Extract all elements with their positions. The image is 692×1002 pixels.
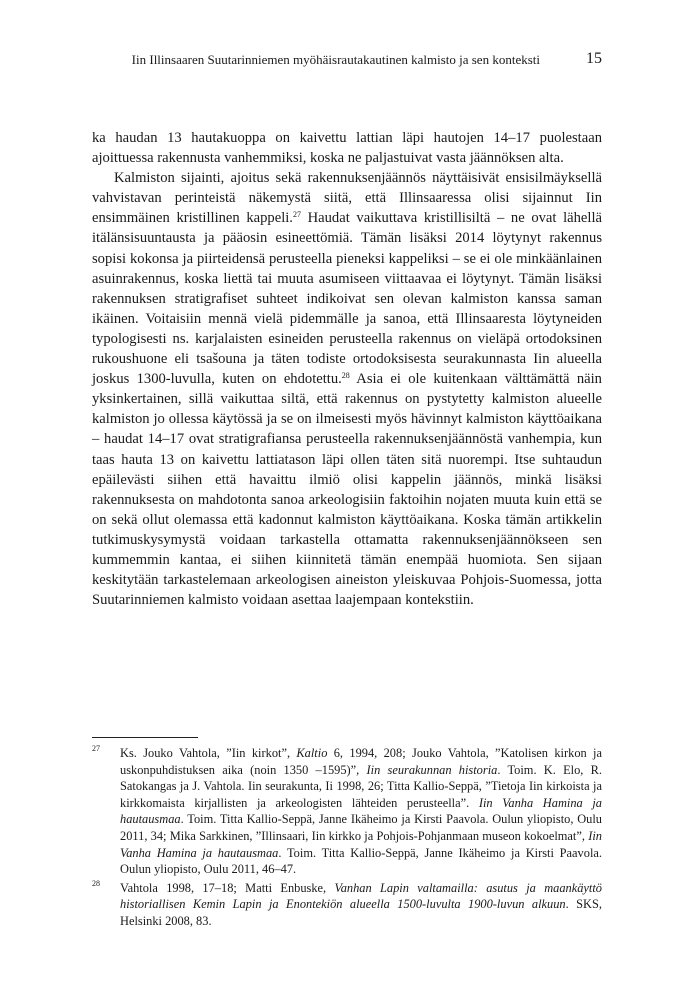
footnote-number: 27 <box>92 744 100 753</box>
running-header <box>92 50 602 72</box>
footnote-title-italic: Kaltio <box>296 746 328 760</box>
running-title: Iin Illinsaaren Suutarinniemen myöhäisrautakautinen kalmisto ja sen konteksti <box>131 52 540 67</box>
footnote-text: . Toim. Titta Kallio-Seppä, Janne Ikäheimo ja Kirsti Paavola. Oulun yliopisto, Oulu 2011, 46–47. <box>120 845 602 877</box>
paragraph-2-part-a: Kalmiston sijainti, ajoitus sekä rakennuksenjäännös näyttäisivät ensisilmäyksellä vahvistavan perinteistä näkemystä siitä, että Illinsaaressa olisi sijainnut Iin ensimmäinen kristillinen kappeli. <box>92 170 602 227</box>
footnote-title-italic: Iin Vanha Hamina ja hautausmaa <box>120 828 602 860</box>
footnote-text: . SKS, Helsinki 2008, 83. <box>120 897 602 928</box>
footnote-title-italic: Iin seurakunnan historia <box>366 762 498 777</box>
body-text <box>92 128 602 610</box>
footnote-ref-27[interactable]: 27 <box>292 210 301 220</box>
footnote-text: . Toim. K. Elo, R. Satokangas ja J. Vahtola. Iin seurakunta, Ii 1998, 26; Titta Kallio-Seppä, ”Tietoja Iin kirkoista ja kirkkomaista kirjallisten ja arkeologisten lähteiden perusteella”. <box>120 762 602 810</box>
footnote-title-italic: Iin Vanha Hamina ja hautausmaa <box>120 795 602 827</box>
paragraph-2 <box>92 168 602 610</box>
paragraph-1: ka haudan 13 hautakuoppa on kaivettu lattian läpi hautojen 14–17 puolestaan ajoittuessa rakennusta vanhemmiksi, koska ne paljastuivat vasta jäännöksen alta. <box>92 130 602 167</box>
paragraph-2-part-c: Asia ei ole kuitenkaan välttämättä näin yksinkertainen, sillä vaikuttaa siltä, että rakennus on pystytetty kalmiston alueelle kalmiston jo ollessa käytössä ja se on ilmeisesti myös hävinnyt kalmiston käyttöaikana – haudat 14–17 ovat stratigrafiansa perusteella rakennuksenjäännöstä vanhempia, kun taas hauta 13 on kaivettu lattiatason läpi ollen täten sitä nuorempi. Itse suhtaudun epäilevästi siihen että havaittu ilmiö olisi kappelin jäännös, minkä lisäksi rakennuksesta on mahdotonta sanoa arkeologisiin faktoihin nojaten muuta kuin että se on sekä ollut olemassa että kadonnut kalmiston käyttöaikana. Koska tämän artikkelin tutkimuskysymystä voidaan tarkastella ottamatta rakennuksenjäännökseen sen kummemmin kantaa, ei siihen kiinnitetä tämän enempää huomiota. Sen sijaan keskitytään tarkastelemaan arkeologisen aineiston yleiskuvaa Pohjois-Suomessa, jotta Suutarinniemen kalmisto voidaan asettaa laajempaan kontekstiin. <box>92 371 602 609</box>
footnote-text: Ks. Jouko Vahtola, ”Iin kirkot”, <box>120 746 297 760</box>
footnote-text: Vahtola 1998, 17–18; Matti Enbuske, <box>120 880 335 895</box>
footnote-28 <box>92 880 602 930</box>
page-number: 15 <box>586 50 602 67</box>
footnote-ref-28[interactable]: 28 <box>341 371 350 381</box>
footnotes <box>92 745 602 930</box>
footnote-title-italic: Vanhan Lapin valtamailla: asutus ja maankäyttö historiallisen Kemin Lapin ja Enontekiön alueella 1500-luvulta 1900-luvun alkuun <box>120 880 603 912</box>
footnote-text: 6, 1994, 208; Jouko Vahtola, ”Katolisen kirkon ja uskonpuhdistuksen aika (noin 1350 –1595)”, <box>120 746 602 777</box>
paragraph-2-part-b: Haudat vaikuttava kristillisiltä – ne ovat lähellä itälänsisuuntausta ja pääosin esineettömiä. Tämän lisäksi 2014 löytynyt rakennus sopisi kokonsa ja piirteidensä perusteella pieneksi kappeliksi – se ei ole minkäänlainen asuinrakennus, koska liettä tai muuta asumiseen viittaavaa ei löytynyt. Tämän lisäksi rakennuksen stratigrafiset suhteet indikoivat sen olevan kalmiston kanssa saman ikäinen. Voitaisiin mennä vielä pidemmälle ja sanoa, että Illinsaaresta löytyneiden typologisesti ns. karjalaisten esineiden perusteella rakennus on vieläpä ortodoksinen rukoushuone eli tsašouna ja täten todiste ortodoksisesta seurakunnasta Iin alueella joskus 1300-luvulla, kuten on ehdotettu. <box>92 210 602 388</box>
footnote-separator <box>92 737 198 738</box>
footnote-text: . Toim. Titta Kallio-Seppä, Janne Ikäheimo ja Kirsti Paavola. Oulun yliopisto, Oulu 2011, 34; Mika Sarkkinen, ”Illinsaari, Iin kirkko ja Pohjois-Pohjanmaan museon kokoelmat”, <box>120 812 602 843</box>
footnote-27 <box>92 745 602 878</box>
footnote-number: 28 <box>92 878 100 888</box>
